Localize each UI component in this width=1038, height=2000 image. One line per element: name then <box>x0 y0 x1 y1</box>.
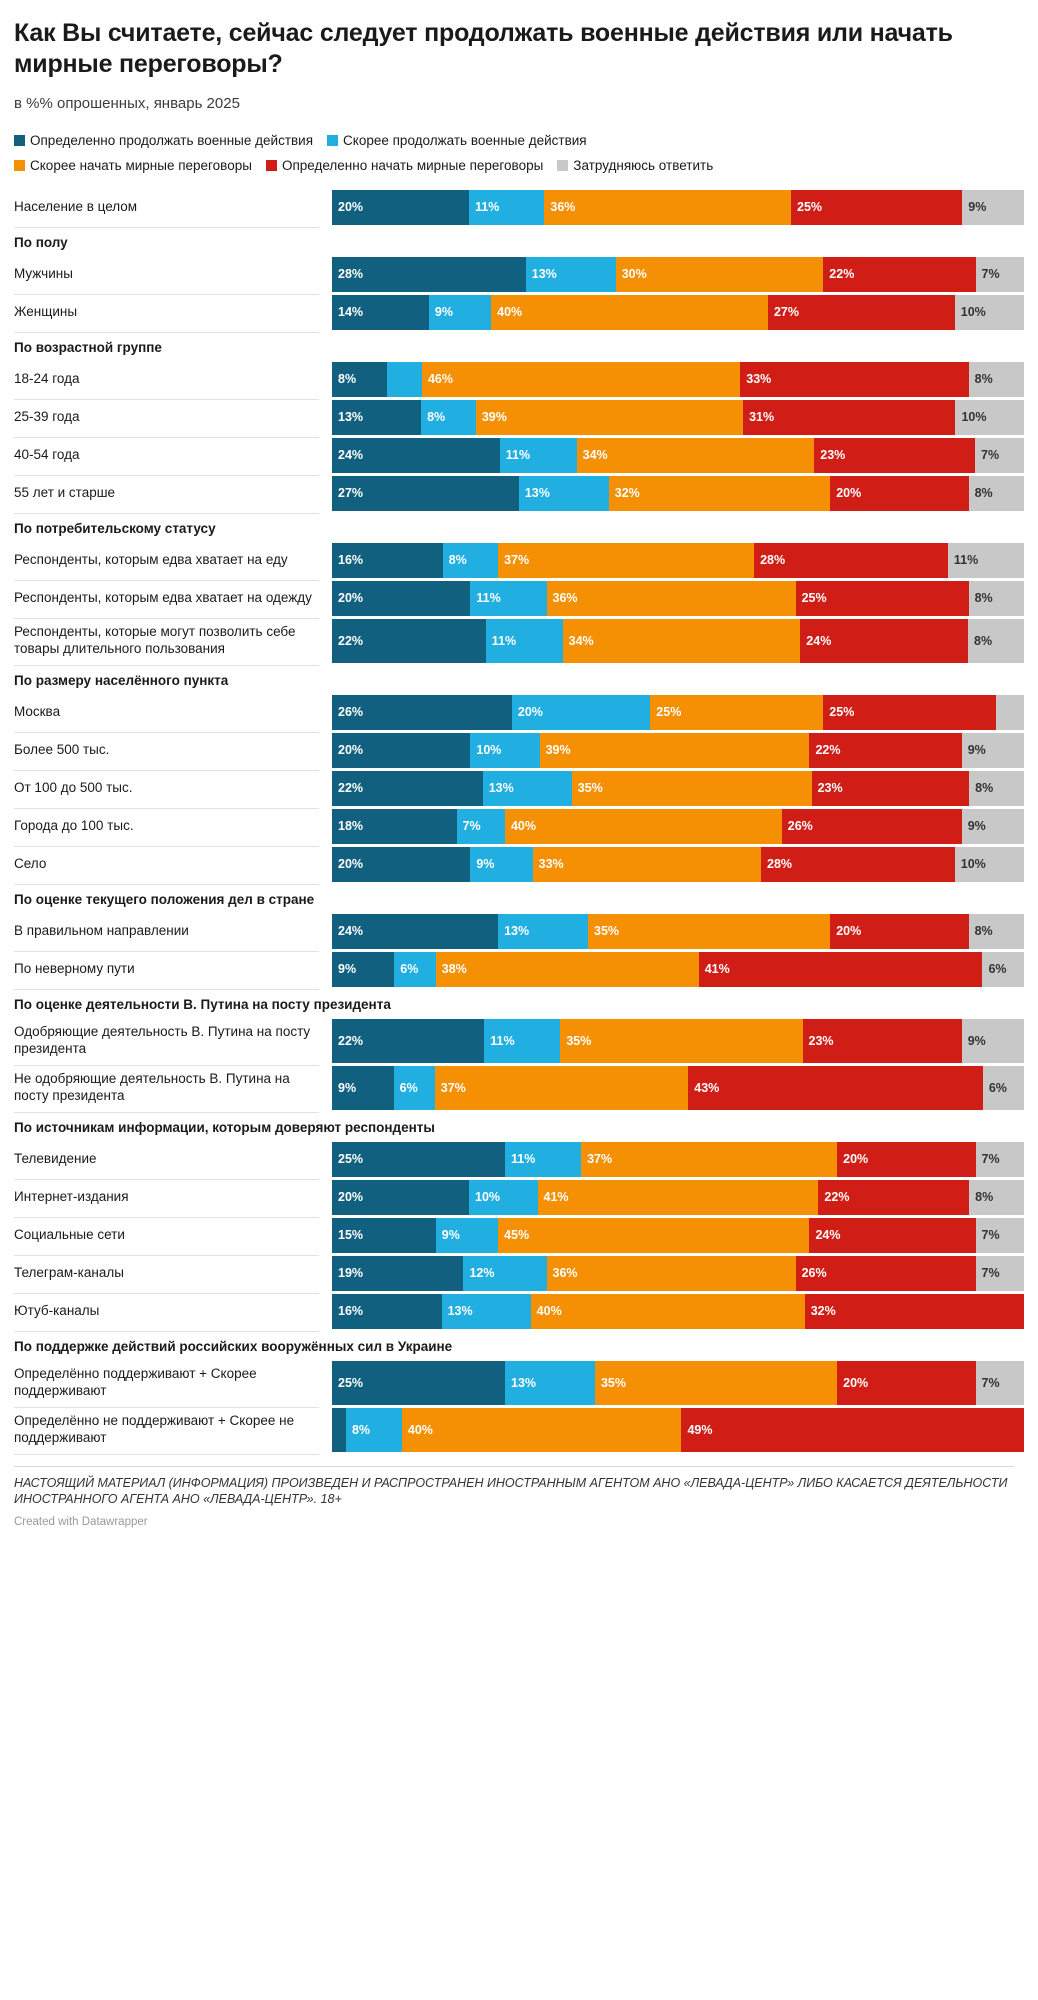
bar-segment[interactable]: 40% <box>491 295 768 330</box>
bar-segment[interactable]: 37% <box>581 1142 837 1177</box>
row-label: По неверному пути <box>14 960 135 976</box>
bar-segment[interactable]: 20% <box>332 1180 469 1215</box>
row-bars <box>332 362 1024 397</box>
bar-segment[interactable]: 22% <box>332 619 486 663</box>
bar-segment[interactable]: 34% <box>563 619 801 663</box>
bar-segment[interactable]: 20% <box>332 847 470 882</box>
bar-segment[interactable]: 6% <box>394 1066 435 1110</box>
bar-segment[interactable]: 10% <box>955 400 1024 435</box>
bar-segment[interactable]: 27% <box>332 476 519 511</box>
chart-row <box>14 257 1024 292</box>
bar-segment[interactable]: 11% <box>486 619 563 663</box>
row-bars <box>332 1142 1024 1177</box>
row-divider <box>14 665 319 666</box>
group-heading: По источникам информации, которым доверяют респонденты <box>14 1119 435 1135</box>
group-heading: По оценке текущего положения дел в стране <box>14 891 315 907</box>
row-divider <box>14 989 319 990</box>
bar-segment[interactable]: 8% <box>969 362 1024 397</box>
bar-segment[interactable]: 26% <box>332 695 512 730</box>
bar-segment[interactable]: 35% <box>595 1361 837 1405</box>
row-label: Определённо поддерживают + Скорее поддерживают <box>14 1366 257 1398</box>
chart-row <box>14 914 1024 949</box>
bar-segment[interactable]: 24% <box>332 914 498 949</box>
bar-segment[interactable]: 49% <box>681 1408 1024 1452</box>
bar-segment[interactable]: 20% <box>332 581 470 616</box>
chart-row <box>14 847 1024 882</box>
chart-row <box>14 1408 1024 1452</box>
chart-row <box>14 1218 1024 1253</box>
legend-item[interactable] <box>266 156 543 177</box>
row-label: Определённо не поддерживают + Скорее не поддерживают <box>14 1413 295 1445</box>
row-label: Село <box>14 855 47 871</box>
bar-segment[interactable]: 22% <box>809 733 961 768</box>
row-divider <box>14 1454 319 1455</box>
bar-segment[interactable]: 22% <box>332 1019 484 1063</box>
legend-label: Скорее начать мирные переговоры <box>30 158 252 174</box>
legend-swatch-icon <box>266 160 277 171</box>
bar-segment[interactable]: 32% <box>805 1294 1024 1329</box>
bar-segment[interactable]: 9% <box>332 1066 394 1110</box>
row-bars <box>332 400 1024 435</box>
bar-segment[interactable]: 16% <box>332 1294 442 1329</box>
bar-segment[interactable]: 46% <box>422 362 740 397</box>
bar-segment[interactable]: 8% <box>969 1180 1024 1215</box>
bar-segment[interactable]: 9% <box>962 190 1024 225</box>
bar-segment[interactable]: 8% <box>443 543 498 578</box>
chart-subtitle: в %% опрошенных, январь 2025 <box>14 95 240 112</box>
bar-segment[interactable]: 25% <box>650 695 823 730</box>
chart-row <box>14 952 1024 987</box>
row-bars <box>332 1218 1024 1253</box>
row-bars <box>332 1019 1024 1063</box>
bar-segment[interactable]: 11% <box>469 190 544 225</box>
bar-segment[interactable]: 13% <box>332 400 421 435</box>
legend-item[interactable] <box>14 131 313 152</box>
bar-segment[interactable]: 23% <box>803 1019 962 1063</box>
chart-row <box>14 1361 1024 1405</box>
row-label: Телеграм-каналы <box>14 1264 124 1280</box>
chart-row <box>14 809 1024 844</box>
bar-segment[interactable]: 26% <box>796 1256 976 1291</box>
row-label: Интернет-издания <box>14 1188 129 1204</box>
chart-row <box>14 619 1024 663</box>
bar-segment[interactable]: 38% <box>436 952 699 987</box>
bar-segment[interactable]: 9% <box>429 295 491 330</box>
chart-row <box>14 1256 1024 1291</box>
group-heading: По оценке деятельности В. Путина на посту президента <box>14 996 391 1012</box>
chart-row <box>14 543 1024 578</box>
row-label: Более 500 тыс. <box>14 741 110 757</box>
bar-segment[interactable]: 28% <box>332 257 526 292</box>
bar-segment[interactable]: 20% <box>837 1142 975 1177</box>
bar-segment[interactable]: 40% <box>531 1294 805 1329</box>
bar-segment[interactable]: 11% <box>505 1142 581 1177</box>
bar-segment[interactable]: 24% <box>332 438 500 473</box>
bar-segment[interactable]: 14% <box>332 295 429 330</box>
group-heading: По потребительскому статусу <box>14 520 216 536</box>
row-bars <box>332 1066 1024 1110</box>
bar-segment[interactable]: 36% <box>547 1256 796 1291</box>
bar-segment[interactable]: 18% <box>332 809 457 844</box>
bar-segment[interactable]: 11% <box>484 1019 560 1063</box>
row-bars <box>332 914 1024 949</box>
bar-segment[interactable]: 8% <box>968 619 1024 663</box>
bar-segment[interactable]: 23% <box>812 771 970 806</box>
group-heading: По возрастной группе <box>14 339 162 355</box>
bar-segment[interactable]: 20% <box>830 914 968 949</box>
bar-segment[interactable]: 13% <box>519 476 609 511</box>
bar-segment[interactable]: 25% <box>791 190 962 225</box>
row-bars <box>332 257 1024 292</box>
legend-swatch-icon <box>14 135 25 146</box>
legend-label: Определенно продолжать военные действия <box>30 133 314 149</box>
bar-segment[interactable]: 33% <box>533 847 761 882</box>
row-label: Не одобряющие деятельность В. Путина на посту президента <box>14 1071 290 1103</box>
row-bars <box>332 295 1024 330</box>
bar-segment[interactable]: 15% <box>332 1218 436 1253</box>
bar-segment[interactable]: 7% <box>976 1361 1024 1405</box>
legend-item[interactable] <box>557 156 713 177</box>
row-bars <box>332 1256 1024 1291</box>
bar-segment[interactable]: 35% <box>588 914 830 949</box>
bar-segment[interactable]: 9% <box>332 952 394 987</box>
row-bars <box>332 476 1024 511</box>
bar-segment[interactable]: 40% <box>402 1408 682 1452</box>
bar-segment[interactable]: 7% <box>976 1218 1024 1253</box>
bar-segment[interactable]: 35% <box>560 1019 802 1063</box>
chart-row <box>14 733 1024 768</box>
bar-segment[interactable]: 20% <box>332 733 470 768</box>
bar-segment[interactable]: 20% <box>830 476 968 511</box>
bar-segment[interactable]: 22% <box>823 257 975 292</box>
row-divider <box>14 513 319 514</box>
row-label: 55 лет и старше <box>14 484 116 500</box>
bar-segment[interactable]: 8% <box>346 1408 402 1452</box>
stacked-bar-chart <box>14 190 1024 1452</box>
bar-segment[interactable]: 9% <box>962 1019 1024 1063</box>
row-label: Ютуб-каналы <box>14 1302 100 1318</box>
bar-segment[interactable]: 27% <box>768 295 955 330</box>
bar-segment[interactable]: 25% <box>823 695 996 730</box>
chart-row <box>14 771 1024 806</box>
row-bars <box>332 543 1024 578</box>
chart-row <box>14 295 1024 330</box>
chart-row <box>14 438 1024 473</box>
chart-row <box>14 190 1024 225</box>
legend-swatch-icon <box>557 160 568 171</box>
bar-segment[interactable]: 8% <box>969 771 1024 806</box>
bar-segment[interactable]: 8% <box>969 914 1024 949</box>
chart-row <box>14 476 1024 511</box>
row-label: Население в целом <box>14 198 138 214</box>
bar-segment[interactable]: 10% <box>955 847 1024 882</box>
row-label: 18-24 года <box>14 370 80 386</box>
bar-segment[interactable]: 41% <box>699 952 983 987</box>
bar-segment[interactable]: 11% <box>500 438 577 473</box>
bar-segment[interactable]: 23% <box>814 438 975 473</box>
bar-segment[interactable]: 36% <box>544 190 791 225</box>
bar-segment[interactable]: 36% <box>547 581 796 616</box>
bar-segment[interactable]: 20% <box>837 1361 975 1405</box>
row-label: От 100 до 500 тыс. <box>14 779 133 795</box>
bar-segment[interactable]: 7% <box>975 438 1024 473</box>
bar-segment[interactable]: 31% <box>743 400 955 435</box>
bar-segment[interactable]: 40% <box>505 809 782 844</box>
bar-segment[interactable] <box>332 1408 346 1452</box>
row-label: 25-39 года <box>14 408 80 424</box>
group-heading: По поддержке действий российских вооружённых сил в Украине <box>14 1338 453 1354</box>
row-bars <box>332 1408 1024 1452</box>
row-bars <box>332 619 1024 663</box>
bar-segment[interactable]: 25% <box>332 1142 505 1177</box>
row-bars <box>332 438 1024 473</box>
bar-segment[interactable]: 6% <box>983 1066 1024 1110</box>
row-label: Города до 100 тыс. <box>14 817 134 833</box>
group-heading: По размеру населённого пункта <box>14 672 229 688</box>
legend-swatch-icon <box>327 135 338 146</box>
legend-item[interactable] <box>327 131 587 152</box>
row-label: Одобряющие деятельность В. Путина на посту президента <box>14 1024 311 1056</box>
row-label: В правильном направлении <box>14 922 189 938</box>
row-label: Женщины <box>14 303 78 319</box>
row-bars <box>332 809 1024 844</box>
bar-segment[interactable]: 9% <box>962 733 1024 768</box>
row-bars <box>332 1294 1024 1329</box>
bar-segment[interactable]: 13% <box>498 914 588 949</box>
row-label: Респонденты, которым едва хватает на еду <box>14 551 288 567</box>
row-label: Респонденты, которые могут позволить себе товары длительного пользования <box>14 624 296 656</box>
bar-segment[interactable]: 10% <box>470 733 539 768</box>
bar-segment[interactable]: 28% <box>754 543 948 578</box>
bar-segment[interactable]: 7% <box>976 1142 1024 1177</box>
row-divider <box>14 332 319 333</box>
row-bars <box>332 1361 1024 1405</box>
row-divider <box>14 1331 319 1332</box>
bar-segment[interactable] <box>996 695 1024 730</box>
row-bars <box>332 771 1024 806</box>
bar-segment[interactable]: 9% <box>436 1218 498 1253</box>
bar-segment[interactable]: 20% <box>332 190 469 225</box>
bar-segment[interactable]: 7% <box>976 257 1024 292</box>
bar-segment[interactable]: 9% <box>470 847 532 882</box>
bar-segment[interactable]: 7% <box>457 809 505 844</box>
chart-row <box>14 1019 1024 1063</box>
bar-segment[interactable]: 25% <box>796 581 969 616</box>
row-label: Телевидение <box>14 1150 97 1166</box>
legend-label: Скорее продолжать военные действия <box>343 133 587 149</box>
bar-segment[interactable]: 6% <box>394 952 436 987</box>
bar-segment[interactable]: 7% <box>976 1256 1024 1291</box>
bar-segment[interactable]: 13% <box>483 771 572 806</box>
bar-segment[interactable]: 8% <box>332 362 387 397</box>
bar-segment[interactable]: 13% <box>505 1361 595 1405</box>
bar-segment[interactable]: 11% <box>470 581 546 616</box>
bar-segment[interactable]: 13% <box>442 1294 531 1329</box>
row-label: Социальные сети <box>14 1226 125 1242</box>
bar-segment[interactable]: 26% <box>782 809 962 844</box>
bar-segment[interactable]: 32% <box>609 476 830 511</box>
row-divider <box>14 1112 319 1113</box>
bar-segment[interactable]: 34% <box>577 438 815 473</box>
bar-segment[interactable]: 25% <box>332 1361 505 1405</box>
chart-legend <box>14 130 759 180</box>
row-bars <box>332 190 1024 225</box>
bar-segment[interactable]: 19% <box>332 1256 463 1291</box>
bar-segment[interactable]: 22% <box>332 771 483 806</box>
bar-segment[interactable]: 37% <box>498 543 754 578</box>
chart-row <box>14 695 1024 730</box>
bar-segment[interactable]: 10% <box>955 295 1024 330</box>
row-bars <box>332 952 1024 987</box>
row-bars <box>332 1180 1024 1215</box>
bar-segment[interactable]: 8% <box>969 476 1024 511</box>
legend-swatch-icon <box>14 160 25 171</box>
bar-segment[interactable]: 37% <box>435 1066 689 1110</box>
page-title: Как Вы считаете, сейчас следует продолжать военные действия или начать мирные переговоры? <box>14 19 953 78</box>
chart-row <box>14 1294 1024 1329</box>
bar-segment[interactable]: 24% <box>800 619 968 663</box>
row-divider <box>14 884 319 885</box>
bar-segment[interactable]: 11% <box>948 543 1024 578</box>
bar-segment[interactable]: 30% <box>616 257 824 292</box>
row-bars <box>332 695 1024 730</box>
datawrapper-credit: Created with Datawrapper <box>14 1516 148 1529</box>
row-bars <box>332 847 1024 882</box>
bar-segment[interactable]: 10% <box>469 1180 538 1215</box>
bar-segment[interactable]: 33% <box>740 362 968 397</box>
row-bars <box>332 581 1024 616</box>
row-label: Мужчины <box>14 265 73 281</box>
row-bars <box>332 733 1024 768</box>
bar-segment[interactable]: 16% <box>332 543 443 578</box>
chart-row <box>14 1066 1024 1110</box>
bar-segment[interactable]: 39% <box>540 733 810 768</box>
bar-segment[interactable]: 45% <box>498 1218 809 1253</box>
bar-segment[interactable]: 43% <box>688 1066 983 1110</box>
row-label: 40-54 года <box>14 446 80 462</box>
bar-segment[interactable]: 13% <box>526 257 616 292</box>
chart-row <box>14 362 1024 397</box>
bar-segment[interactable]: 22% <box>818 1180 969 1215</box>
legend-label: Затрудняюсь ответить <box>573 158 714 174</box>
chart-row <box>14 1142 1024 1177</box>
bar-segment[interactable]: 6% <box>982 952 1024 987</box>
bar-segment[interactable]: 8% <box>969 581 1024 616</box>
bar-segment[interactable]: 8% <box>421 400 476 435</box>
legend-label: Определенно начать мирные переговоры <box>281 158 544 174</box>
row-label: Респонденты, которым едва хватает на одежду <box>14 589 312 605</box>
bar-segment[interactable]: 12% <box>463 1256 546 1291</box>
chart-row <box>14 1180 1024 1215</box>
foreign-agent-disclaimer: НАСТОЯЩИЙ МАТЕРИАЛ (ИНФОРМАЦИЯ) ПРОИЗВЕДЕН И РАСПРОСТРАНЕН ИНОСТРАННЫМ АГЕНТОМ АНО «ЛЕВАДА-ЦЕНТР» ЛИБО КАСАЕТСЯ ДЕЯТЕЛЬНОСТИ ИНОСТРАННОГО АГЕНТА АНО «ЛЕВАДА-ЦЕНТР». 18+ <box>14 1466 1014 1509</box>
legend-item[interactable] <box>14 156 252 177</box>
bar-segment[interactable]: 39% <box>476 400 743 435</box>
bar-segment[interactable] <box>387 362 422 397</box>
row-label: Москва <box>14 703 61 719</box>
row-divider <box>14 227 319 228</box>
bar-segment[interactable]: 28% <box>761 847 955 882</box>
chart-row <box>14 400 1024 435</box>
chart-row <box>14 581 1024 616</box>
bar-segment[interactable]: 20% <box>512 695 650 730</box>
bar-segment[interactable]: 41% <box>538 1180 819 1215</box>
bar-segment[interactable]: 24% <box>809 1218 975 1253</box>
bar-segment[interactable]: 35% <box>572 771 812 806</box>
bar-segment[interactable]: 9% <box>962 809 1024 844</box>
group-heading: По полу <box>14 234 68 250</box>
